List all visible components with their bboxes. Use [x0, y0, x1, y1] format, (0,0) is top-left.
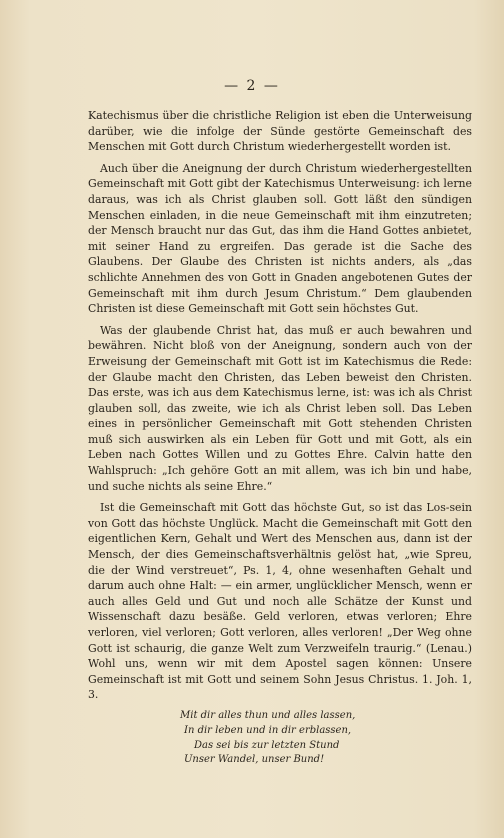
body-text: [88, 108, 472, 768]
paragraph-4: Ist die Gemeinschaft mit Gott das höchste Gut, so ist das Los-sein von Gott das höchste Unglück. Macht die Gemeinschaft mit Gott den eigentlichen Kern, Gehalt und Wert des Menschen aus, dann ist der Mensch, der dies Gemeinschaftsverhältnis gelöst hat, „wie Spreu, die der Wind verstreuet“, Ps. 1, 4, ohne wesenhaften Gehalt und darum auch ohne Halt: — ein armer, unglücklicher Mensch, wenn er auch alles Geld und Gut und noch alle Schätze der Kunst und Wissenschaft dazu besäße. Geld verloren, etwas verloren; Ehre verloren, viel verloren; Gott verloren, alles verloren! „Der Weg ohne Gott ist schaurig, die ganze Welt zum Verzweifeln traurig.“ (Lenau.) Wohl uns, wenn wir mit dem Apostel sagen können: Unsere Gemeinschaft ist mit Gott und seinem Sohn Jesus Christus. 1. Joh. 1, 3.: [88, 501, 472, 702]
paragraph-1: Katechismus über die christliche Religion ist eben die Unterweisung darüber, wie die infolge der Sünde gestörte Gemeinschaft des Menschen mit Gott durch Christum wiederhergestellt worden ist.: [88, 109, 472, 154]
verse-line-4: Unser Wandel, unser Bund!: [184, 754, 325, 766]
closing-verse: [88, 709, 472, 768]
verse-line-2: In dir leben und in dir erblassen,: [184, 724, 352, 736]
page-number: — 2 —: [224, 78, 280, 94]
verse-line-1: Mit dir alles thun und alles lassen,: [180, 709, 356, 721]
paragraph-3: Was der glaubende Christ hat, das muß er auch bewahren und bewähren. Nicht bloß von der Aneignung, sondern auch von der Erweisung der Gemeinschaft mit Gott ist im Katechismus die Rede: der Glaube macht den Christen, das Leben beweist den Christen. Das erste, was ich aus dem Katechismus lerne, ist: was ich als Christ glauben soll, das zweite, wie ich als Christ leben soll. Das Leben eines in persönlicher Gemeinschaft mit Gott stehenden Christen muß sich auswirken als ein Leben für Gott und mit Gott, als ein Leben nach Gottes Willen und zu Gottes Ehre. Calvin hatte den Wahlspruch: „Ich gehöre Gott an mit allem, was ich bin und habe, und suche nichts als seine Ehre.“: [88, 323, 472, 493]
verse-line-3: Das sei bis zur letzten Stund: [194, 739, 340, 751]
paragraph-2: Auch über die Aneignung der durch Christum wiederhergestellten Gemeinschaft mit Gott gibt der Katechismus Unterweisung: ich lerne daraus, was ich als Christ glauben soll. Gott läßt den sündigen Menschen einladen, in die neue Gemeinschaft mit ihm einzutreten; der Mensch braucht nur das Gut, das ihm die Hand Gottes anbietet, mit seiner Hand zu ergreifen. Das gerade ist die Sache des Glaubens. Der Glaube des Christen ist nichts anders, als „das schlichte Annehmen des von Gott in Gnaden angebotenen Gutes der Gemeinschaft mit ihm durch Jesum Christum.“ Dem glaubenden Christen ist diese Gemeinschaft mit Gott sein höchstes Gut.: [88, 161, 472, 316]
